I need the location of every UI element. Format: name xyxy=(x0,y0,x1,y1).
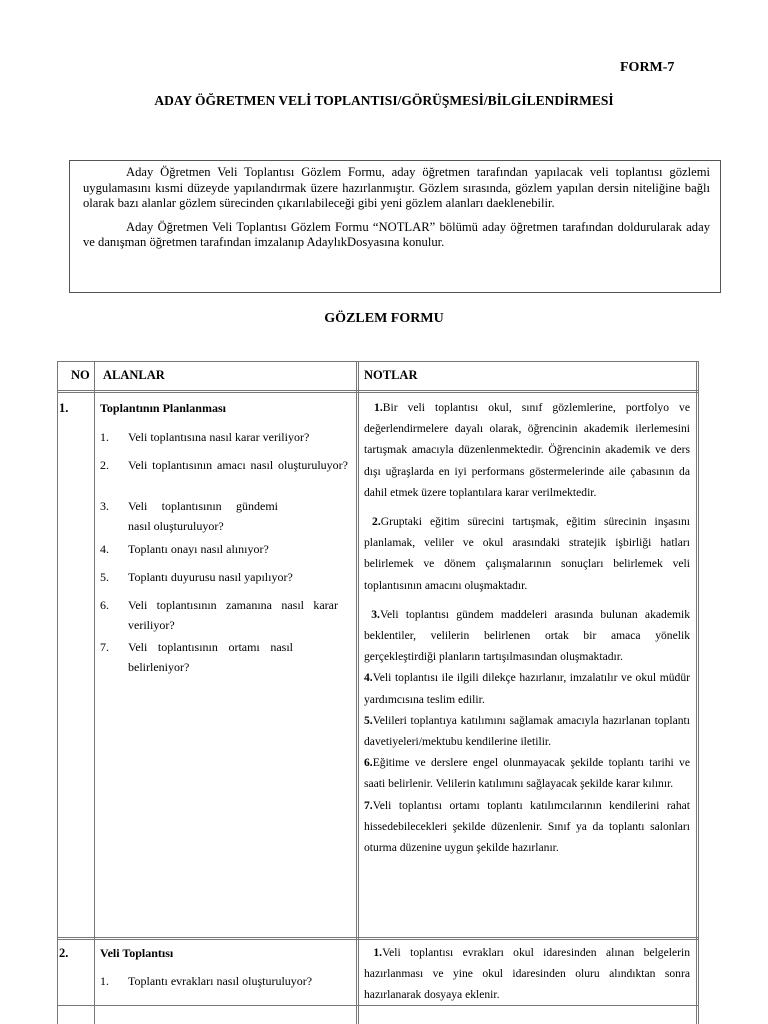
question-item xyxy=(100,496,348,536)
question-number: 1. xyxy=(100,974,109,988)
row-1-area-title: Toplantının Planlanması xyxy=(100,401,226,415)
observation-table xyxy=(57,361,698,1024)
note-text: Veli toplantısı evrakları okul idaresinden alınan belgelerin hazırlanması ve yine okul idaresinden oluru alındıktan sonra hazırlanarak dosyaya eklenir. xyxy=(364,946,690,1002)
question-number: 3. xyxy=(100,499,109,513)
question-item xyxy=(100,637,348,677)
question-number: 2. xyxy=(100,458,109,472)
table-border xyxy=(57,390,699,391)
table-border xyxy=(57,361,58,1024)
intro-paragraph-1: Aday Öğretmen Veli Toplantısı Gözlem Formu, aday öğretmen tarafından yapılacak veli toplantısı gözlemi uygulamasını kısmi düzeyde yapılandırmak üzere hazırlanmıştır. Gözlem sırasında, gözlem yapılan dersin niteliğine bağlı olarak bazı alanlar gözlem sürecinden çıkarılabileceği gibi yeni gözlem alanları daeklenebilir. xyxy=(83,165,710,210)
note-text: Bir veli toplantısı okul, sınıf gözlemlerine, portfolyo ve değerlendirmelere dayalı olarak, öğrencinin akademik ilerlemesini tartışmak amacıyla düzenlenmektedir. Öğrencinin akademik ve ders dışı uğraşlarda en iyi performans göstermelerinde aile çabasının da dahil etmek üzere toplantılara karar verilmektedir. xyxy=(364,401,690,499)
row-1-notes xyxy=(364,397,690,858)
question-number: 7. xyxy=(100,640,109,654)
document-title: ADAY ÖĞRETMEN VELİ TOPLANTISI/GÖRÜŞMESİ/BİLGİLENDİRMESİ xyxy=(154,93,614,108)
question-number: 6. xyxy=(100,598,109,612)
intro-box xyxy=(69,160,721,293)
question-text: Toplantı duyurusu nasıl yapılıyor? xyxy=(128,570,293,584)
question-item xyxy=(100,971,348,991)
note-number: 1. xyxy=(374,401,383,414)
table-border xyxy=(57,937,699,938)
question-text: Veli toplantısının ortamı nasıl belirleniyor? xyxy=(128,640,293,674)
header-areas: ALANLAR xyxy=(103,368,165,382)
question-text: Toplantı onayı nasıl alınıyor? xyxy=(128,542,269,556)
question-text: Toplantı evrakları nasıl oluşturuluyor? xyxy=(128,974,313,988)
intro-paragraph-2: Aday Öğretmen Veli Toplantısı Gözlem Formu “NOTLAR” bölümü aday öğretmen tarafından doldurularak aday ve danışman öğretmen tarafından imzalanıp AdaylıkDosyasına konulur. xyxy=(83,219,710,249)
note-item xyxy=(364,397,690,503)
note-item xyxy=(364,511,690,596)
note-number: 3. xyxy=(371,607,380,621)
note-number: 6. xyxy=(364,756,373,770)
question-number: 1. xyxy=(100,430,109,444)
note-text: Veli toplantısı ortamı toplantı katılımcılarının kendilerini rahat hissedebilecekleri şekilde düzenlenir. Sınıf ya da toplantı salonları oturma düzenine uygun şekilde hazırlanır. xyxy=(364,798,690,855)
question-number: 4. xyxy=(100,542,109,556)
question-text: Veli toplantısının gündemi nasıl oluşturuluyor? xyxy=(128,499,278,533)
question-item xyxy=(100,455,348,475)
question-item xyxy=(100,595,348,635)
note-number: 2. xyxy=(372,515,381,529)
table-border xyxy=(57,939,699,940)
note-item xyxy=(364,667,690,709)
note-number: 4. xyxy=(364,671,373,685)
note-item xyxy=(364,752,690,794)
header-no: NO xyxy=(71,368,90,382)
table-border xyxy=(356,361,357,1024)
question-item xyxy=(100,567,348,587)
note-text: Veli toplantısı gündem maddeleri arasında bulunan akademik beklentiler, velilerin belirlenen ortak bir amaca yönelik gerçekleştirdiği planların tartışılmasından oluşmaktadır. xyxy=(364,607,690,664)
row-2-notes xyxy=(364,942,690,1006)
question-text: Veli toplantısının zamanına nasıl karar veriliyor? xyxy=(128,598,338,632)
table-border xyxy=(358,361,359,1024)
row-2-area-title: Veli Toplantısı xyxy=(100,946,174,960)
question-text: Veli toplantısının amacı nasıl oluşturuluyor? xyxy=(128,458,348,472)
table-border xyxy=(698,361,699,1024)
note-item xyxy=(364,604,690,668)
question-text: Veli toplantısına nasıl karar veriliyor? xyxy=(128,430,310,444)
question-item xyxy=(100,539,348,559)
question-item xyxy=(100,427,348,447)
table-border xyxy=(57,392,699,393)
note-item xyxy=(364,710,690,752)
note-item xyxy=(364,795,690,859)
table-border xyxy=(696,361,697,1024)
row-2-number: 2. xyxy=(59,946,69,960)
header-notes: NOTLAR xyxy=(364,368,418,382)
section-title: GÖZLEM FORMU xyxy=(324,311,444,326)
note-item xyxy=(364,942,690,1006)
table-border xyxy=(94,361,95,1024)
note-text: Velileri toplantıya katılımını sağlamak amacıyla hazırlanan toplantı davetiyeleri/mektubu kendilerine iletilir. xyxy=(364,713,690,749)
note-text: Gruptaki eğitim sürecini tartışmak, eğitim sürecinin inşasını planlamak, veliler ve okul arasındaki stratejik işbirliği hatları belirlemek ve dönem çalışmalarının sonuçları belirlemek veli toplantısının amacını oluşmaktadır. xyxy=(364,515,690,592)
note-number: 5. xyxy=(364,713,373,727)
row-1-number: 1. xyxy=(59,401,69,415)
note-number: 7. xyxy=(364,798,373,812)
note-text: Veli toplantısı ile ilgili dilekçe hazırlanır, imzalatılır ve okul müdür yardımcısına teslim edilir. xyxy=(364,671,690,706)
table-border xyxy=(57,361,699,362)
form-code: FORM-7 xyxy=(620,60,675,75)
question-number: 5. xyxy=(100,570,109,584)
note-number: 1. xyxy=(373,946,383,959)
note-text: Eğitime ve derslere engel olunmayacak şekilde toplantı tarihi ve saati belirlenir. Velilerin katılımını sağlayacak şekilde karar kılınır. xyxy=(364,756,690,791)
